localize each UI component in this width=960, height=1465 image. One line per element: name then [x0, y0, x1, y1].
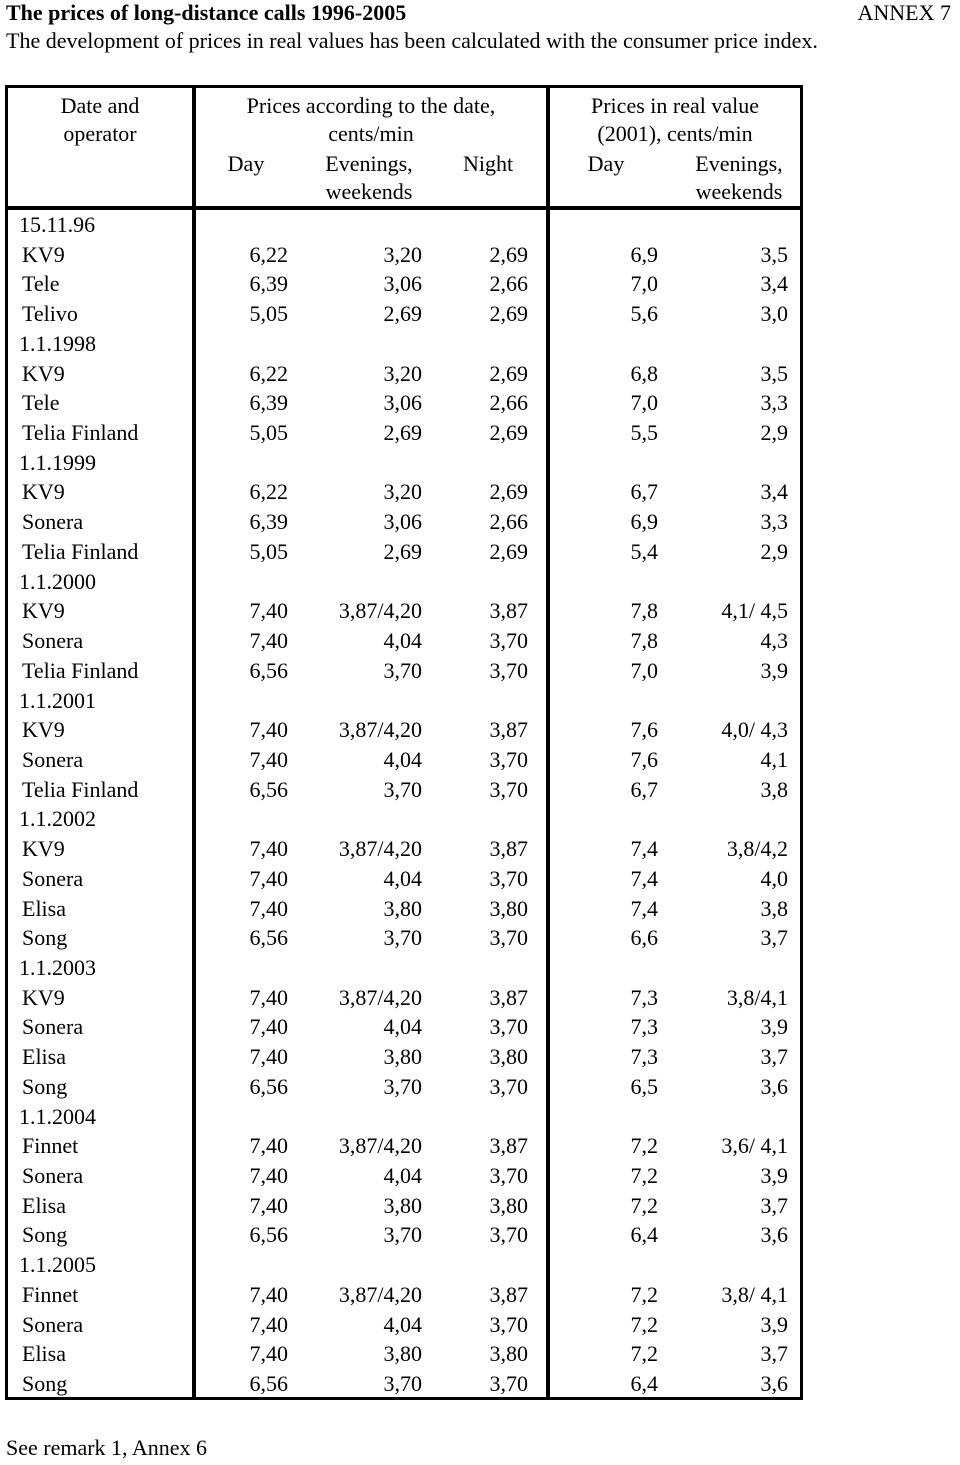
table-row	[8, 775, 800, 805]
table-row	[8, 1102, 800, 1132]
real-price-day: 7,8	[630, 628, 658, 654]
real-price-evenings: 3,8/4,2	[726, 836, 788, 862]
table-row	[8, 864, 800, 894]
real-price-evenings: 3,6	[760, 1222, 788, 1248]
real-price-day: 7,2	[630, 1133, 658, 1159]
price-night: 3,80	[489, 1341, 528, 1367]
table-row	[8, 626, 800, 656]
real-price-evenings: 3,0	[760, 301, 788, 327]
real-price-day: 7,6	[630, 746, 658, 772]
footer-remark: See remark 1, Annex 6	[6, 1435, 207, 1460]
real-price-evenings: 3,6	[760, 1073, 788, 1099]
real-price-evenings: 3,9	[760, 1014, 788, 1040]
operator-name: Sonera	[22, 865, 84, 891]
real-price-evenings: 4,0/ 4,3	[721, 717, 788, 743]
price-evenings: 4,04	[383, 1311, 422, 1337]
price-night: 3,70	[489, 1073, 528, 1099]
price-day: 6,56	[249, 1371, 288, 1397]
date-group-label: 1.1.2005	[19, 1252, 96, 1278]
real-price-day: 7,6	[630, 717, 658, 743]
real-price-evenings: 4,1	[760, 746, 788, 772]
real-price-day: 6,6	[630, 925, 658, 951]
real-price-day: 7,3	[630, 1014, 658, 1040]
date-group-label: 1.1.2002	[19, 806, 96, 832]
table-row	[8, 210, 800, 240]
real-price-day: 7,2	[630, 1311, 658, 1337]
table-row	[8, 1012, 800, 1042]
real-price-day: 6,9	[630, 241, 658, 267]
price-day: 6,56	[249, 776, 288, 802]
price-night: 2,66	[489, 390, 528, 416]
price-night: 3,70	[489, 657, 528, 683]
price-night: 3,80	[489, 1044, 528, 1070]
table-row	[8, 983, 800, 1013]
price-day: 6,56	[249, 1222, 288, 1248]
real-price-evenings: 3,7	[760, 1341, 788, 1367]
real-price-day: 7,0	[630, 657, 658, 683]
operator-name: KV9	[22, 360, 65, 386]
table-row	[8, 359, 800, 389]
operator-name: KV9	[22, 598, 65, 624]
price-night: 2,69	[489, 420, 528, 446]
price-day: 6,39	[249, 271, 288, 297]
real-price-day: 7,4	[630, 836, 658, 862]
price-day: 7,40	[249, 717, 288, 743]
price-evenings: 3,70	[383, 657, 422, 683]
real-price-day: 5,5	[630, 420, 658, 446]
real-price-day: 7,3	[630, 984, 658, 1010]
operator-name: Sonera	[22, 1311, 84, 1337]
price-night: 3,70	[489, 925, 528, 951]
operator-name: KV9	[22, 241, 65, 267]
operator-name: Finnet	[22, 1133, 79, 1159]
price-evenings: 3,70	[383, 1073, 422, 1099]
price-evenings: 3,87/4,20	[338, 1133, 422, 1159]
price-night: 3,70	[489, 1014, 528, 1040]
table-row	[8, 567, 800, 597]
operator-name: KV9	[22, 717, 65, 743]
price-evenings: 2,69	[383, 301, 422, 327]
operator-name: Elisa	[22, 1341, 66, 1367]
price-evenings: 3,80	[383, 1341, 422, 1367]
price-evenings: 4,04	[383, 1163, 422, 1188]
price-night: 3,87	[489, 836, 528, 862]
header-real-evenings-weekends: Evenings, weekends	[695, 151, 783, 204]
real-price-evenings: 3,9	[760, 1311, 788, 1337]
price-evenings: 4,04	[383, 865, 422, 891]
real-price-evenings: 3,6/ 4,1	[721, 1133, 788, 1159]
real-price-day: 7,0	[630, 271, 658, 297]
price-evenings: 3,87/4,20	[338, 598, 422, 624]
table-row	[8, 269, 800, 299]
operator-name: Sonera	[22, 628, 84, 654]
document-subtitle: The development of prices in real values has been calculated with the consumer price index.	[6, 28, 818, 53]
table-row	[8, 834, 800, 864]
table-row	[8, 448, 800, 478]
price-evenings: 3,20	[383, 360, 422, 386]
price-day: 6,56	[249, 657, 288, 683]
price-day: 7,40	[249, 1341, 288, 1367]
table-row	[8, 240, 800, 270]
operator-name: Telia Finland	[22, 538, 139, 564]
real-price-evenings: 3,4	[760, 271, 788, 297]
real-price-evenings: 3,7	[760, 1044, 788, 1070]
operator-name: Tele	[22, 390, 60, 416]
price-evenings: 3,80	[383, 895, 422, 921]
header-night: Night	[462, 151, 514, 176]
table-row	[8, 1250, 800, 1280]
price-night: 3,70	[489, 628, 528, 654]
price-day: 7,40	[249, 598, 288, 624]
price-night: 3,70	[489, 746, 528, 772]
table-row	[8, 1072, 800, 1102]
table-row	[8, 686, 800, 716]
price-evenings: 4,04	[383, 1014, 422, 1040]
real-price-day: 6,4	[630, 1371, 658, 1397]
annex-label: ANNEX 7	[857, 0, 951, 25]
price-evenings: 3,70	[383, 1371, 422, 1397]
table-row	[8, 477, 800, 507]
operator-name: KV9	[22, 836, 65, 862]
price-night: 2,66	[489, 509, 528, 535]
price-day: 7,40	[249, 1281, 288, 1307]
price-day: 6,22	[249, 479, 288, 505]
price-night: 3,70	[489, 1311, 528, 1337]
operator-name: Song	[22, 1222, 68, 1248]
real-price-day: 7,4	[630, 865, 658, 891]
real-price-day: 7,4	[630, 895, 658, 921]
table-row	[8, 1161, 800, 1191]
price-evenings: 3,70	[383, 925, 422, 951]
title-text: The prices of long-distance calls 1996-2005	[6, 0, 407, 25]
price-night: 2,69	[489, 538, 528, 564]
real-price-evenings: 3,5	[760, 360, 788, 386]
price-night: 3,70	[489, 1163, 528, 1188]
price-day: 7,40	[249, 984, 288, 1010]
price-night: 3,80	[489, 895, 528, 921]
price-night: 3,70	[489, 776, 528, 802]
price-day: 7,40	[249, 836, 288, 862]
real-price-day: 5,4	[630, 538, 658, 564]
date-group-label: 1.1.2001	[19, 687, 96, 713]
table-row	[8, 745, 800, 775]
price-day: 6,56	[249, 1073, 288, 1099]
real-price-day: 7,2	[630, 1163, 658, 1188]
price-evenings: 4,04	[383, 628, 422, 654]
table-row	[8, 656, 800, 686]
table-row	[8, 923, 800, 953]
price-evenings: 2,69	[383, 420, 422, 446]
price-night: 2,69	[489, 360, 528, 386]
price-evenings: 3,80	[383, 1044, 422, 1070]
operator-name: Finnet	[22, 1281, 79, 1307]
date-group-label: 1.1.1998	[19, 330, 96, 356]
operator-name: Elisa	[22, 1044, 66, 1070]
price-evenings: 3,80	[383, 1192, 422, 1218]
operator-name: Telivo	[22, 301, 78, 327]
price-evenings: 3,06	[383, 390, 422, 416]
date-group-label: 1.1.1999	[19, 449, 96, 475]
price-evenings: 3,87/4,20	[338, 717, 422, 743]
price-night: 3,70	[489, 865, 528, 891]
price-night: 3,70	[489, 1222, 528, 1248]
price-night: 3,87	[489, 1281, 528, 1307]
price-day: 6,56	[249, 925, 288, 951]
real-price-day: 7,2	[630, 1192, 658, 1218]
table-row	[8, 299, 800, 329]
price-day: 7,40	[249, 865, 288, 891]
table-body	[8, 210, 800, 1399]
real-price-day: 5,6	[630, 301, 658, 327]
price-day: 6,39	[249, 390, 288, 416]
prices-table	[5, 85, 803, 1400]
real-price-day: 7,3	[630, 1044, 658, 1070]
price-evenings: 3,70	[383, 1222, 422, 1248]
operator-name: Elisa	[22, 895, 66, 921]
table-row	[8, 418, 800, 448]
price-evenings: 3,87/4,20	[338, 836, 422, 862]
real-price-evenings: 4,3	[760, 628, 788, 654]
header-real-prices: Prices in real value (2001), cents/min	[591, 93, 759, 146]
table-row	[8, 1310, 800, 1340]
price-evenings: 2,69	[383, 538, 422, 564]
price-day: 7,40	[249, 1192, 288, 1218]
operator-name: Song	[22, 925, 68, 951]
price-day: 6,39	[249, 509, 288, 535]
real-price-day: 6,7	[630, 776, 658, 802]
real-price-evenings: 3,5	[760, 241, 788, 267]
real-price-day: 7,2	[630, 1341, 658, 1367]
price-night: 3,87	[489, 598, 528, 624]
operator-name: Telia Finland	[22, 420, 139, 446]
real-price-evenings: 3,6	[760, 1371, 788, 1397]
real-price-day: 6,4	[630, 1222, 658, 1248]
header-nominal-prices: Prices according to the date, cents/min	[246, 93, 496, 146]
real-price-day: 7,0	[630, 390, 658, 416]
real-price-evenings: 3,4	[760, 479, 788, 505]
price-day: 6,22	[249, 241, 288, 267]
date-group-label: 15.11.96	[19, 212, 96, 237]
price-day: 6,22	[249, 360, 288, 386]
table-row	[8, 1280, 800, 1310]
table-row	[8, 1220, 800, 1250]
price-day: 7,40	[249, 1133, 288, 1159]
table-row	[8, 804, 800, 834]
table-row	[8, 1339, 800, 1369]
date-group-label: 1.1.2003	[19, 954, 96, 980]
real-price-evenings: 3,9	[760, 1163, 788, 1188]
price-evenings: 3,70	[383, 776, 422, 802]
table-row	[8, 715, 800, 745]
operator-name: Song	[22, 1073, 68, 1099]
price-day: 7,40	[249, 1044, 288, 1070]
table-row	[8, 329, 800, 359]
price-night: 3,87	[489, 984, 528, 1010]
header-real-day: Day	[587, 151, 625, 176]
real-price-evenings: 3,3	[760, 390, 788, 416]
operator-name: KV9	[22, 984, 65, 1010]
price-night: 3,87	[489, 717, 528, 743]
price-day: 5,05	[249, 420, 288, 446]
price-day: 7,40	[249, 746, 288, 772]
real-price-day: 6,5	[630, 1073, 658, 1099]
operator-name: KV9	[22, 479, 65, 505]
price-night: 2,66	[489, 271, 528, 297]
price-night: 2,69	[489, 479, 528, 505]
real-price-evenings: 3,8/ 4,1	[721, 1281, 788, 1307]
operator-name: Sonera	[22, 1163, 84, 1188]
table-row	[8, 1042, 800, 1072]
price-day: 7,40	[249, 1163, 288, 1188]
price-day: 7,40	[249, 895, 288, 921]
price-night: 2,69	[489, 241, 528, 267]
price-evenings: 3,06	[383, 509, 422, 535]
real-price-evenings: 3,7	[760, 925, 788, 951]
price-evenings: 3,06	[383, 271, 422, 297]
operator-name: Sonera	[22, 746, 84, 772]
price-evenings: 3,20	[383, 479, 422, 505]
real-price-evenings: 3,9	[760, 657, 788, 683]
table-row	[8, 894, 800, 924]
price-evenings: 3,20	[383, 241, 422, 267]
price-night: 3,70	[489, 1371, 528, 1397]
document-title	[6, 0, 951, 26]
real-price-day: 6,8	[630, 360, 658, 386]
header-date-operator: Date and operator	[60, 93, 140, 146]
price-evenings: 4,04	[383, 746, 422, 772]
header-day: Day	[227, 151, 265, 176]
price-day: 7,40	[249, 1311, 288, 1337]
price-night: 3,80	[489, 1192, 528, 1218]
operator-name: Elisa	[22, 1192, 66, 1218]
price-day: 7,40	[249, 628, 288, 654]
table-row	[8, 388, 800, 418]
price-night: 3,87	[489, 1133, 528, 1159]
header-evenings-weekends: Evenings, weekends	[325, 151, 413, 204]
price-night: 2,69	[489, 301, 528, 327]
real-price-day: 7,2	[630, 1281, 658, 1307]
real-price-day: 6,9	[630, 509, 658, 535]
date-group-label: 1.1.2000	[19, 568, 96, 594]
real-price-evenings: 4,0	[760, 865, 788, 891]
date-group-label: 1.1.2004	[19, 1103, 96, 1129]
operator-name: Sonera	[22, 509, 84, 535]
real-price-evenings: 2,9	[760, 538, 788, 564]
table-row	[8, 953, 800, 983]
table-row	[8, 537, 800, 567]
real-price-evenings: 3,7	[760, 1192, 788, 1218]
price-evenings: 3,87/4,20	[338, 984, 422, 1010]
price-day: 5,05	[249, 301, 288, 327]
table-row	[8, 596, 800, 626]
real-price-day: 6,7	[630, 479, 658, 505]
real-price-evenings: 2,9	[760, 420, 788, 446]
real-price-evenings: 3,3	[760, 509, 788, 535]
price-day: 5,05	[249, 538, 288, 564]
real-price-evenings: 3,8	[760, 776, 788, 802]
real-price-day: 7,8	[630, 598, 658, 624]
operator-name: Telia Finland	[22, 657, 139, 683]
price-evenings: 3,87/4,20	[338, 1281, 422, 1307]
table-row	[8, 507, 800, 537]
operator-name: Telia Finland	[22, 776, 139, 802]
operator-name: Sonera	[22, 1014, 84, 1040]
real-price-evenings: 3,8	[760, 895, 788, 921]
table-row	[8, 1131, 800, 1161]
table-row	[8, 1369, 800, 1399]
real-price-evenings: 3,8/4,1	[726, 984, 788, 1010]
operator-name: Song	[22, 1371, 68, 1397]
price-day: 7,40	[249, 1014, 288, 1040]
operator-name: Tele	[22, 271, 60, 297]
real-price-evenings: 4,1/ 4,5	[721, 598, 788, 624]
table-row	[8, 1191, 800, 1221]
